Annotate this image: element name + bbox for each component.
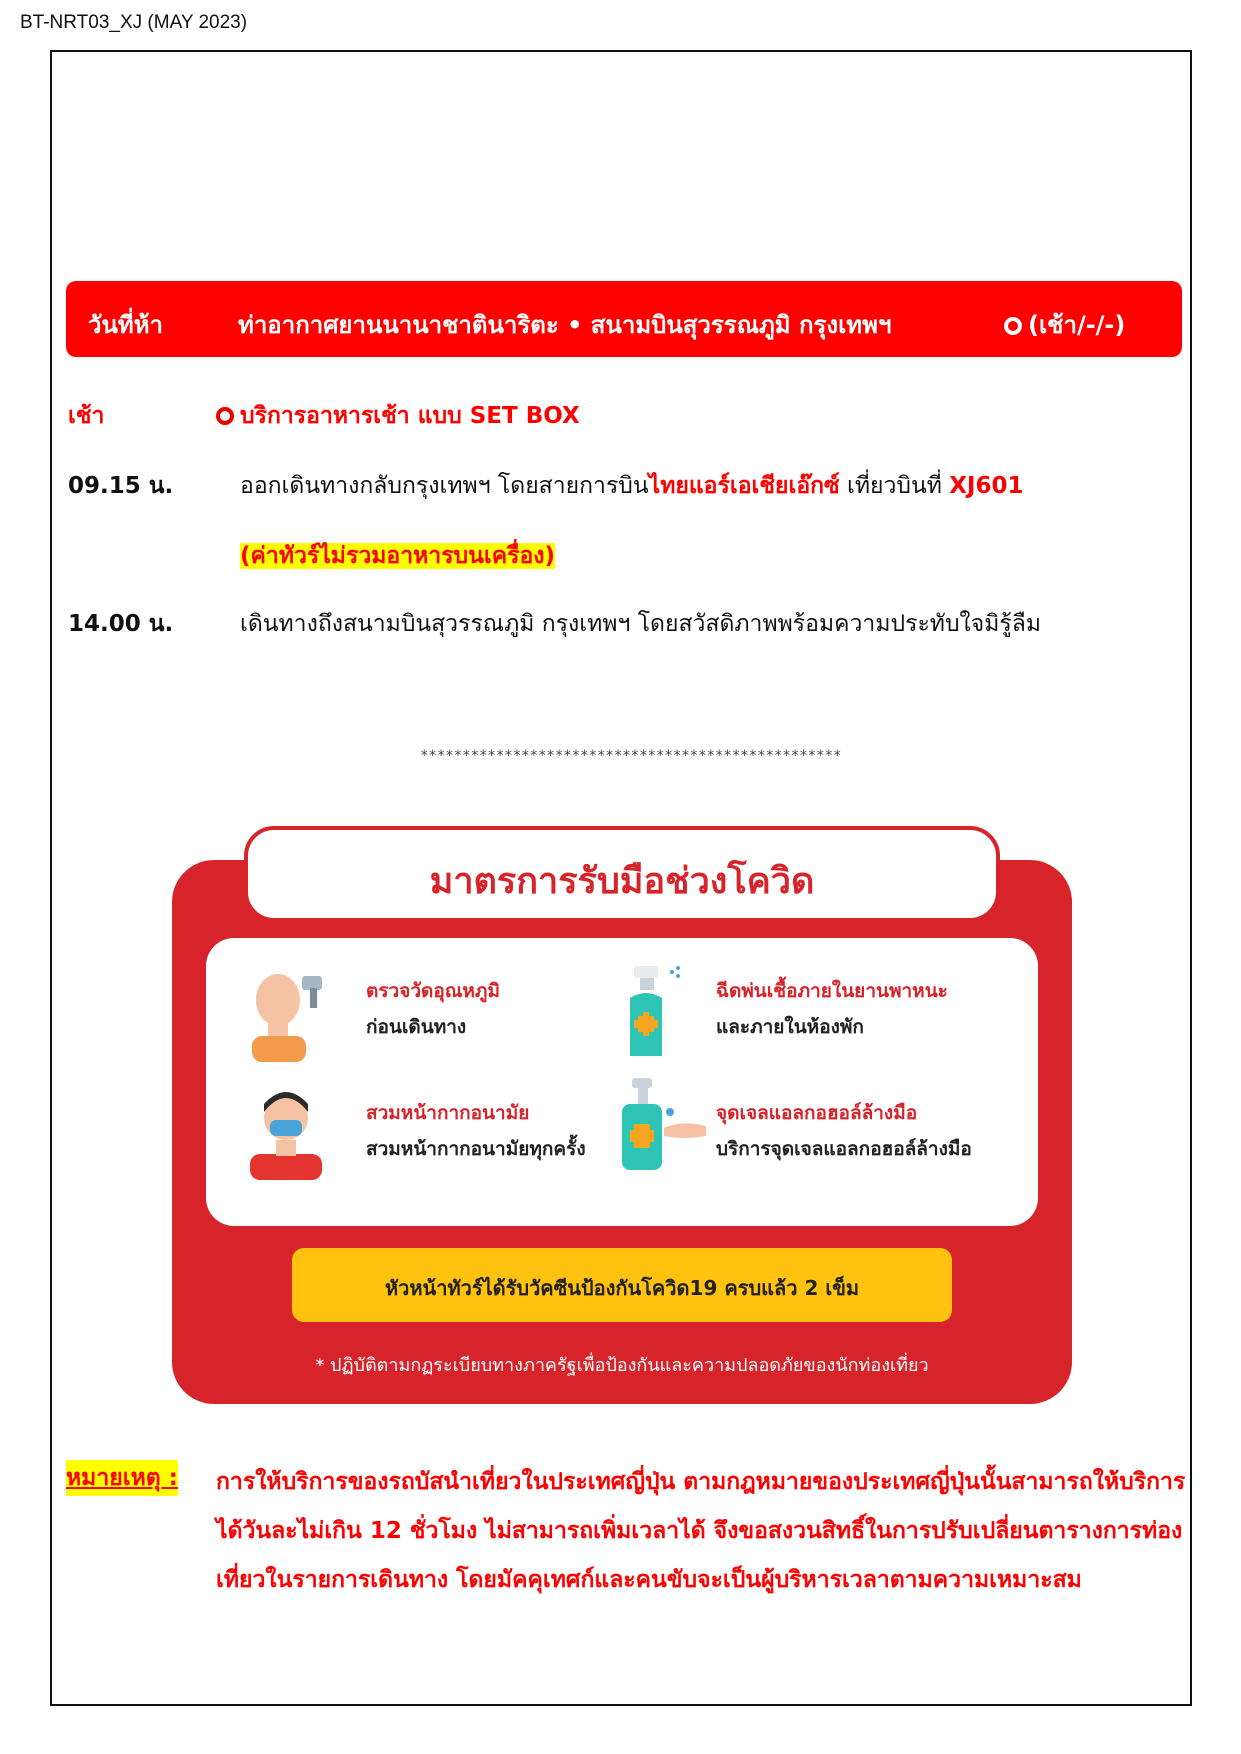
meal-icon bbox=[1004, 317, 1022, 335]
flight-number: XJ601 bbox=[949, 473, 1024, 499]
measure-sub-4: บริการจุดเจลแอลกอฮอล์ล้างมือ bbox=[716, 1138, 972, 1160]
arrive-time: 14.00 น. bbox=[68, 611, 174, 637]
airline-name: ไทยแอร์เอเชียเอ๊กซ์ bbox=[648, 473, 840, 499]
day-label: วันที่ห้า bbox=[88, 311, 163, 339]
covid-title: มาตรการรับมือช่วงโควิด bbox=[429, 861, 815, 902]
measure-sub-1: ก่อนเดินทาง bbox=[366, 1016, 467, 1038]
vaccine-text: หัวหน้าทัวร์ได้รับวัคซีนป้องกันโควิด19 ครบแล้ว 2 เข็ม bbox=[384, 1276, 860, 1300]
measure-sub-2: และภายในห้องพัก bbox=[716, 1016, 864, 1038]
breakfast-text: บริการอาหารเช้า แบบ SET BOX bbox=[216, 398, 580, 434]
hand-gel-icon bbox=[612, 1074, 708, 1174]
arrive-text: เดินทางถึงสนามบินสุวรรณภูมิ กรุงเทพฯ โดยสวัสดิภาพพร้อมความประทับใจมิรู้ลืม bbox=[240, 611, 1042, 637]
vaccine-banner bbox=[292, 1248, 952, 1322]
disinfectant-spray-icon bbox=[616, 960, 696, 1060]
thermometer-scan-icon bbox=[246, 962, 326, 1062]
covid-title-box bbox=[244, 826, 1000, 922]
depart-text: ออกเดินทางกลับกรุงเทพฯ โดยสายการบินไทยแอร์เอเชียเอ๊กซ์ เที่ยวบินที่ XJ601 bbox=[240, 473, 1024, 499]
note-text: การให้บริการของรถบัสนำเที่ยวในประเทศญี่ปุ่น ตามกฎหมายของประเทศญี่ปุ่นนั้นสามารถให้บริการได้วันละไม่เกิน 12 ชั่วโมง ไม่สามารถเพิ่มเวลาได้ จึงขอสงวนสิทธิ์ในการปรับเปลี่ยนตารางการท่องเที่ยวในรายการเดินทาง โดยมัคคุเทศก์และคนขับจะเป็นผู้บริหารเวลาตามความเหมาะสม bbox=[216, 1469, 1186, 1593]
day-header bbox=[66, 281, 1182, 357]
day-route: ท่าอากาศยานนานาชาตินาริตะ • สนามบินสุวรรณภูมิ กรุงเทพฯ bbox=[238, 311, 892, 339]
breakfast-label: เช้า bbox=[68, 403, 105, 429]
meal-icon bbox=[216, 407, 234, 425]
measure-title-4: จุดเจลแอลกอฮอล์ล้างมือ bbox=[716, 1102, 918, 1124]
covid-footnote: * ปฏิบัติตามกฏระเบียบทางภาครัฐเพื่อป้องกันและความปลอดภัยของนักท่องเที่ยว bbox=[315, 1355, 929, 1376]
depart-note: (ค่าทัวร์ไม่รวมอาหารบนเครื่อง) bbox=[240, 543, 556, 569]
note-label: หมายเหตุ : bbox=[66, 1460, 178, 1496]
measure-title-2: ฉีดพ่นเชื้อภายในยานพาหนะ bbox=[716, 980, 948, 1002]
separator: ************************************************** bbox=[420, 748, 842, 764]
measure-sub-3: สวมหน้ากากอนามัยทุกครั้ง bbox=[366, 1138, 586, 1160]
day-meals: (เช้า/-/-) bbox=[1004, 305, 1125, 344]
measure-title-1: ตรวจวัดอุณหภูมิ bbox=[366, 980, 500, 1002]
measure-title-3: สวมหน้ากากอนามัย bbox=[366, 1102, 530, 1124]
face-mask-icon bbox=[246, 1080, 326, 1180]
document-code: BT-NRT03_XJ (MAY 2023) bbox=[20, 12, 248, 33]
depart-time: 09.15 น. bbox=[68, 473, 174, 499]
